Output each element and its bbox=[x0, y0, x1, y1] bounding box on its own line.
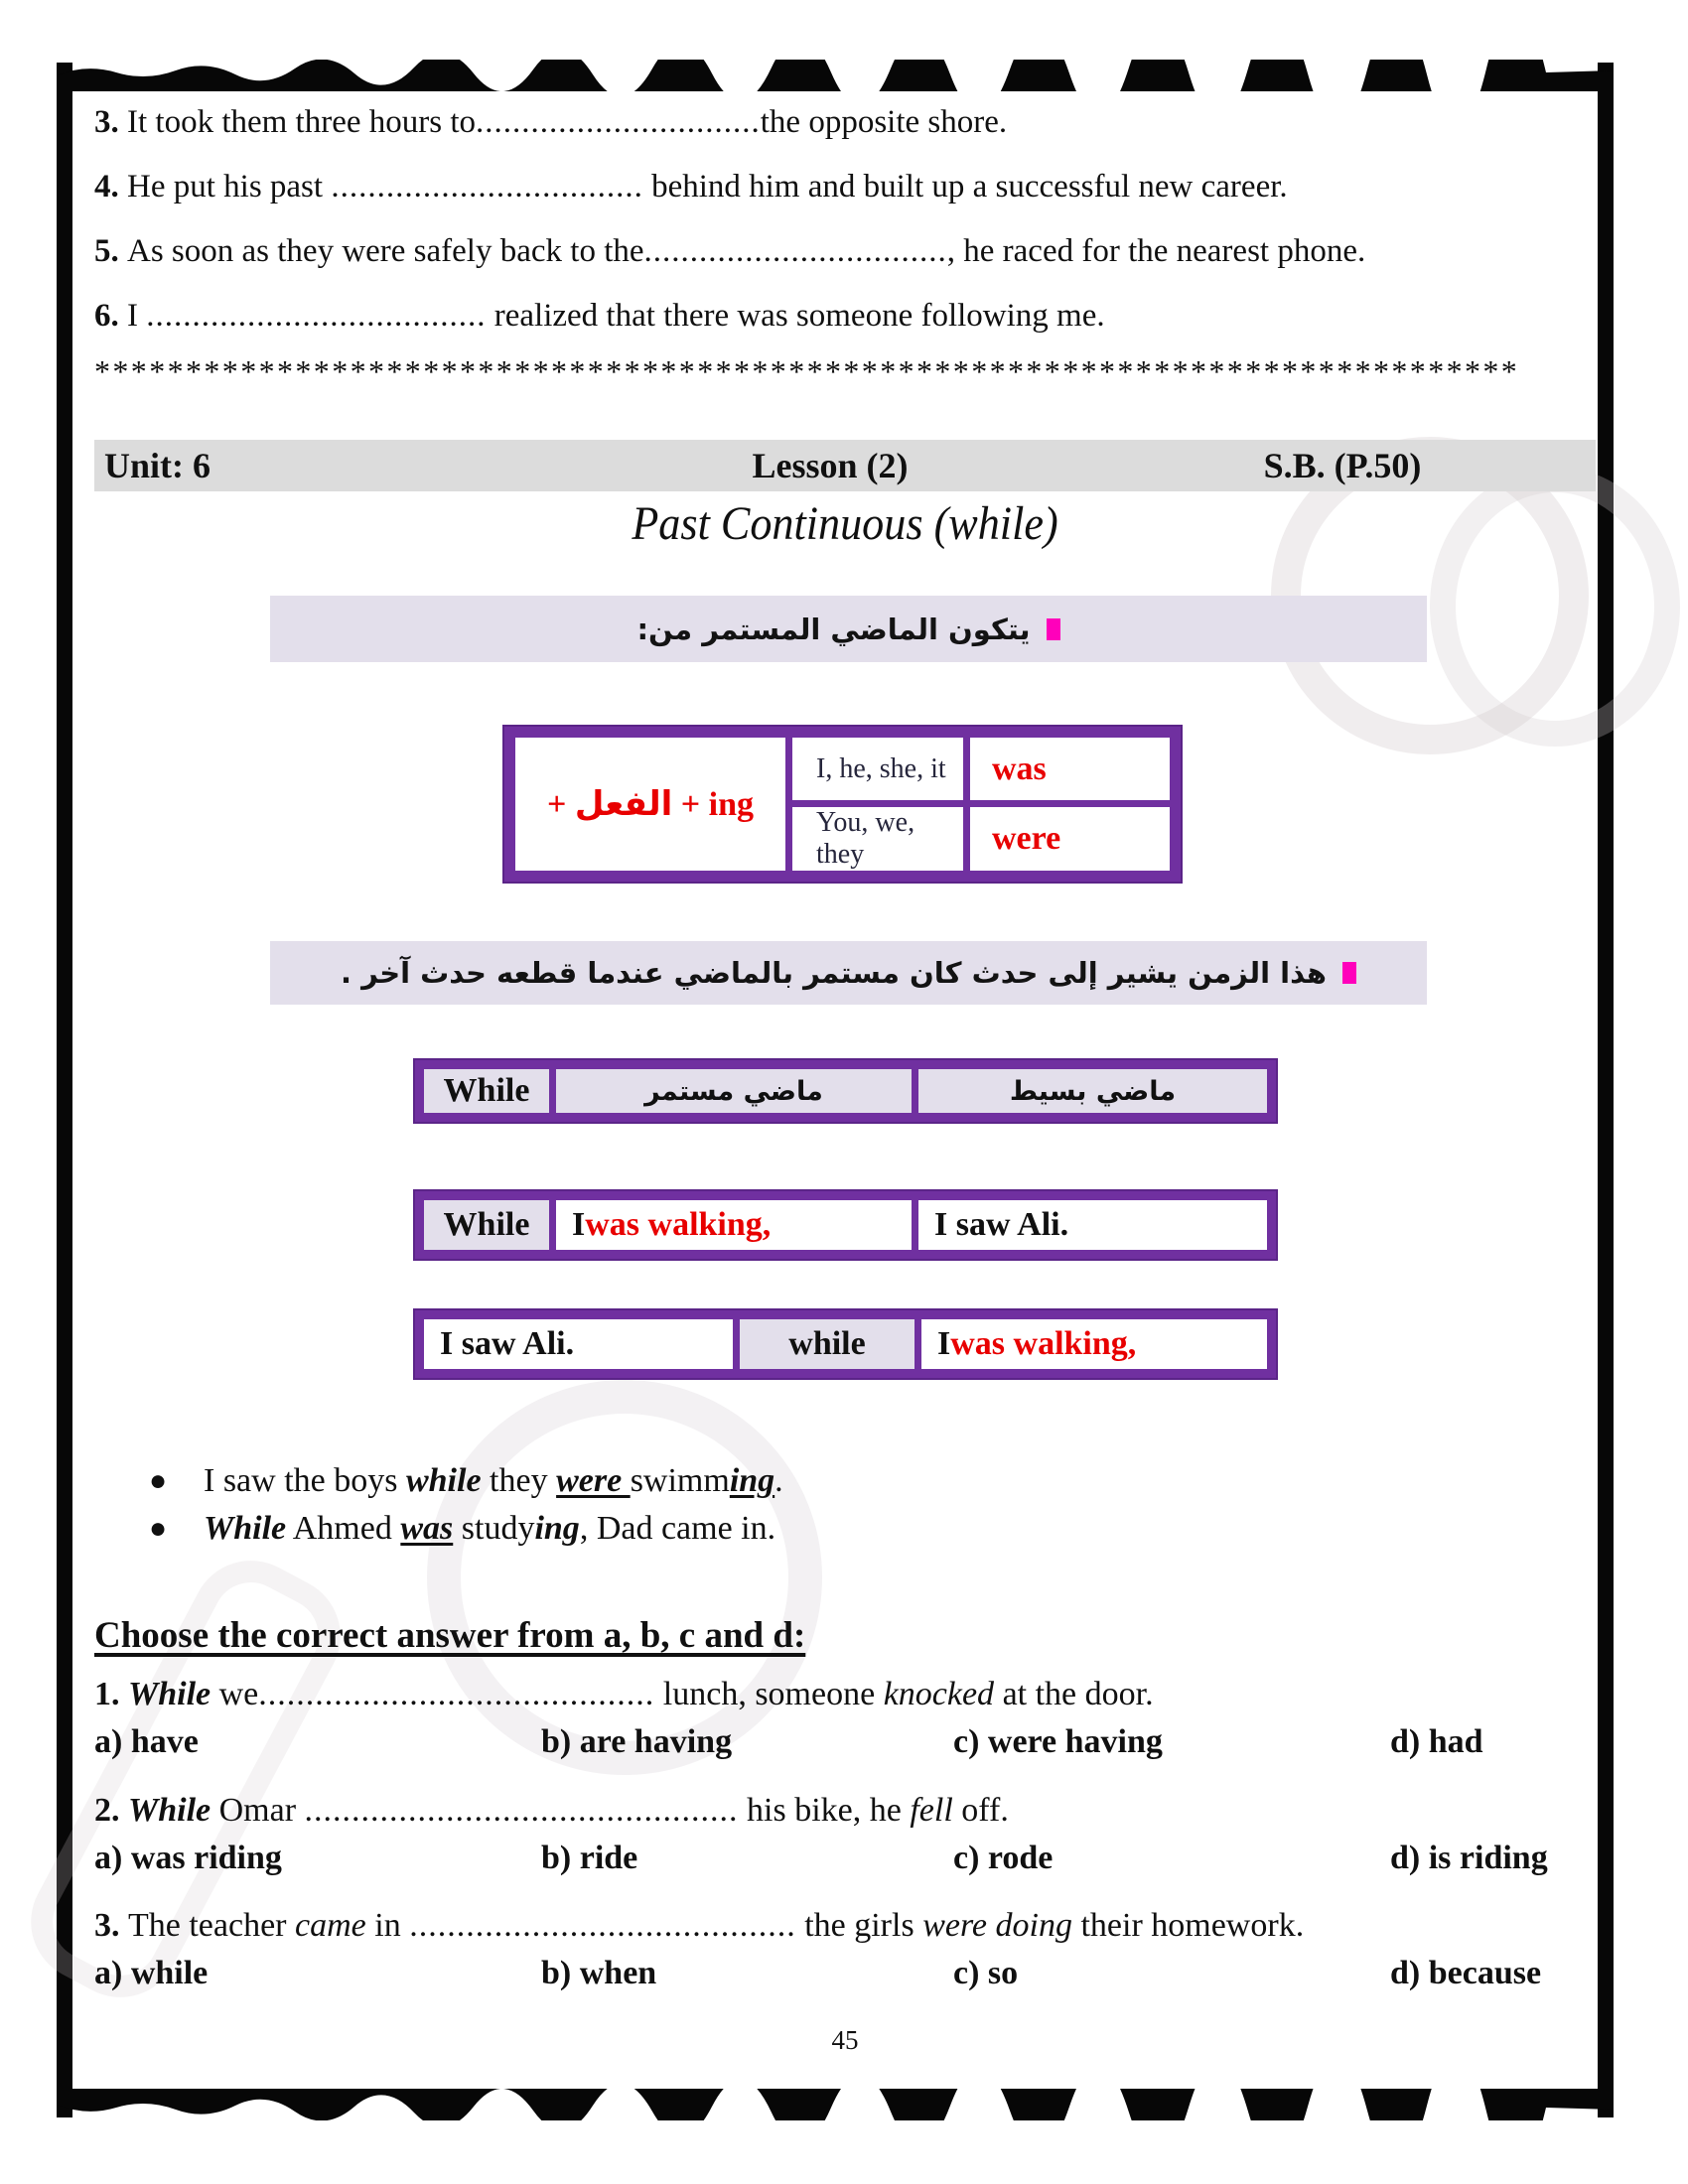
usage-note-text: هذا الزمن يشير إلى حدث كان مستمر بالماضي عندما قطعه حدث آخر . bbox=[341, 956, 1327, 990]
options-row-2 bbox=[94, 1840, 1604, 1877]
options-row-1 bbox=[94, 1723, 1604, 1761]
connector-cell: while bbox=[740, 1319, 914, 1369]
connector-cell: While bbox=[424, 1069, 549, 1113]
page-number: 45 bbox=[831, 2025, 859, 2055]
example-bullets bbox=[149, 1457, 1489, 1553]
usage-note-box bbox=[270, 941, 1427, 1005]
example-bullet-1 bbox=[149, 1457, 1489, 1505]
simple-clause-cell: I saw Ali . bbox=[424, 1319, 733, 1369]
unit-label: Unit: 6 bbox=[104, 446, 211, 485]
frame-top-edge bbox=[57, 60, 1614, 91]
fill-sentence-5: 5. As soon as they were safely back to the................................., he raced for the nearest phone. bbox=[94, 233, 1366, 269]
continuous-clause-cell: I was walking , bbox=[921, 1319, 1267, 1369]
example-table-1 bbox=[413, 1189, 1278, 1261]
option-a: a) while bbox=[94, 1955, 209, 1991]
simple-cell: ماضي بسيط bbox=[918, 1069, 1267, 1113]
question-stem-1: 1. While we.......................................... lunch, someone knocked at the door. bbox=[94, 1676, 1154, 1712]
lesson-title: Past Continuous (while) bbox=[632, 497, 1058, 550]
suffix-cell: + الفعل + ing bbox=[515, 738, 785, 871]
fill-sentence-6: 6. I ..................................... realized that there was someone following me. bbox=[94, 298, 1105, 334]
example-table-2 bbox=[413, 1308, 1278, 1380]
option-b: b) ride bbox=[541, 1840, 638, 1876]
fill-sentence-3: 3. It took them three hours to...............................the opposite shore. bbox=[94, 104, 1008, 140]
option-c: c) rode bbox=[953, 1840, 1054, 1876]
verb-cell: was bbox=[970, 738, 1170, 800]
connector-cell: While bbox=[424, 1200, 549, 1250]
fill-sentence-4: 4. He put his past .................................. behind him and built up a successful new career. bbox=[94, 169, 1288, 205]
subjects-cell: You, we, they bbox=[792, 807, 963, 871]
example-bullet-2 bbox=[149, 1505, 1489, 1553]
question-stem-2: 2. While Omar .............................................. his bike, he fell off. bbox=[94, 1792, 1009, 1829]
options-row-3 bbox=[94, 1955, 1604, 1992]
pattern-table bbox=[413, 1058, 1278, 1124]
frame-bottom-edge bbox=[57, 2089, 1614, 2120]
option-d: d) because bbox=[1390, 1955, 1542, 1991]
magenta-bullet-icon bbox=[1047, 618, 1060, 640]
example-sentence: I saw the boys while they were swimming. bbox=[204, 1462, 783, 1499]
bullet-icon: ● bbox=[149, 1464, 168, 1497]
subjects-cell: I, he, she, it bbox=[792, 738, 963, 800]
question-stem-3: 3. The teacher came in ......................................... the girls were doing their homework. bbox=[94, 1907, 1305, 1944]
source-book-label: S.B. (P.50) bbox=[1263, 446, 1422, 485]
option-d: d) had bbox=[1390, 1723, 1483, 1760]
formation-note-box bbox=[270, 596, 1427, 662]
lesson-label: Lesson (2) bbox=[752, 446, 909, 485]
option-c: c) so bbox=[953, 1955, 1019, 1991]
option-d: d) is riding bbox=[1390, 1840, 1548, 1876]
formation-note-text: يتكون الماضي المستمر من: bbox=[636, 612, 1031, 646]
magenta-bullet-icon bbox=[1342, 962, 1356, 984]
asterisk-separator: ****************************************************************************** bbox=[94, 353, 1520, 389]
mcq-heading: Choose the correct answer from a, b, c and d: bbox=[94, 1615, 806, 1656]
option-c: c) were having bbox=[953, 1723, 1163, 1760]
example-sentence: While Ahmed was studying, Dad came in. bbox=[204, 1510, 776, 1547]
formation-table bbox=[502, 725, 1183, 884]
simple-clause-cell: I saw Ali . bbox=[918, 1200, 1267, 1250]
verb-cell: were bbox=[970, 807, 1170, 871]
continuous-cell: ماضي مستمر bbox=[556, 1069, 912, 1113]
bullet-icon: ● bbox=[149, 1512, 168, 1545]
option-b: b) when bbox=[541, 1955, 657, 1991]
continuous-clause-cell: I was walking , bbox=[556, 1200, 912, 1250]
option-a: a) have bbox=[94, 1723, 199, 1760]
option-b: b) are having bbox=[541, 1723, 733, 1760]
lesson-header-bar bbox=[94, 440, 1596, 491]
option-a: a) was riding bbox=[94, 1840, 282, 1876]
